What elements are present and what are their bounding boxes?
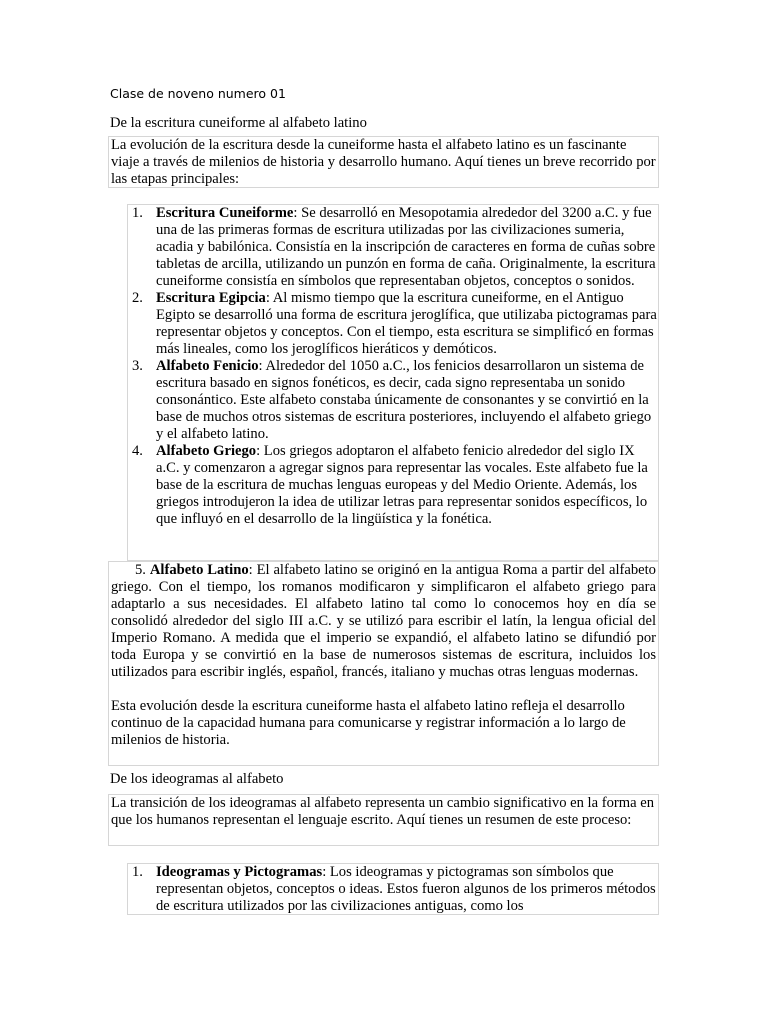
section2-intro: La transición de los ideogramas al alfabeto representa un cambio significativo en la forma en que los humanos representan el lenguaje escrito. Aquí tienes un resumen de este proceso: [111,795,655,828]
item-title: Escritura Egipcia [156,290,266,306]
list-item: 1. Escritura Cuneiforme: Se desarrolló en Mesopotamia alrededor del 3200 a.C. y fue una de las primeras formas de escritura utilizadas por las civilizaciones sumeria, acadia y babilónica. Consistía en la inscripción de caracteres en forma de cuñas sobre tabletas de arcilla, utilizando un punzón en forma de caña. Originalmente, la escritura cuneiforme consistía en símbolos que representaban objetos, conceptos o sonidos. [132,205,656,289]
section1-list [128,205,658,528]
section1-conclusion: Esta evolución desde la escritura cuneiforme hasta el alfabeto latino refleja el desarrollo continuo de la capacidad humana para comunicarse y registrar información a lo largo de milenios de historia. [111,698,626,748]
section1-heading: De la escritura cuneiforme al alfabeto latino [110,115,367,131]
section2-list [128,864,658,915]
item-title: Ideogramas y Pictogramas [156,864,323,880]
section2-list-box [127,863,659,915]
item-title: Alfabeto Latino [149,562,249,578]
list-item: 4. Alfabeto Griego: Los griegos adoptaron el alfabeto fenicio alrededor del siglo IX a.C. y comenzaron a agregar signos para representar las vocales. Este alfabeto fue la base de la escritura de muchas lenguas europeas y del Medio Oriente. Además, los griegos introdujeron la idea de utilizar letras para representar sonidos específicos, lo que influyó en el desarrollo de la lingüística y la fonética. [132,443,648,527]
item-title: Alfabeto Fenicio [156,358,259,374]
document-header: Clase de noveno numero 01 [110,86,286,101]
item-text: : Se desarrolló en Mesopotamia alrededor del 3200 a.C. y fue una de las primeras formas de escritura utilizadas por las civilizaciones sumeria, acadia y babilónica. Consistía en la inscripción de caracteres en forma de cuñas sobre tabletas de arcilla, utilizando un punzón en forma de caña. Originalmente, la escritura cuneiforme consistía en símbolos que representaban objetos, conceptos o sonidos. [156,205,656,289]
list-item: 3. Alfabeto Fenicio: Alrededor del 1050 a.C., los fenicios desarrollaron un sistema de escritura basado en signos fonéticos, es decir, cada signo representaba un sonido consonántico. Este alfabeto constaba únicamente de consonantes y se convirtió en la base de muchos otros sistemas de escritura posteriores, incluyendo el alfabeto griego y el alfabeto latino. [132,358,652,442]
section1-intro-box [108,136,659,188]
section1-continuation-box [108,561,659,766]
item-text: : Alrededor del 1050 a.C., los fenicios desarrollaron un sistema de escritura basado en signos fonéticos, es decir, cada signo representaba un sonido consonántico. Este alfabeto constaba únicamente de consonantes y se convirtió en la base de muchos otros sistemas de escritura posteriores, incluyendo el alfabeto griego y el alfabeto latino. [156,358,652,442]
item-text: : Los ideogramas y pictogramas son símbolos que representan objetos, conceptos o ideas. Estos fueron algunos de los primeros métodos de escritura utilizados por las civilizaciones antiguas, como los [156,864,656,914]
section2-heading: De los ideogramas al alfabeto [110,771,284,787]
section2-intro-box [108,794,659,846]
list-item: 2. Escritura Egipcia: Al mismo tiempo que la escritura cuneiforme, en el Antiguo Egipto se desarrolló una forma de escritura jeroglífica, que utilizaba pictogramas para representar objetos y conceptos. Con el tiempo, esta escritura se simplificó en formas más lineales, como los jeroglíficos hieráticos y demóticos. [132,290,657,357]
list-item: 1. Ideogramas y Pictogramas: Los ideogramas y pictogramas son símbolos que representan objetos, conceptos o ideas. Estos fueron algunos de los primeros métodos de escritura utilizados por las civilizaciones antiguas, como los [132,864,656,914]
section1-list-box [127,204,659,561]
item-title: Alfabeto Griego [156,443,257,459]
item-text: : El alfabeto latino se originó en la antigua Roma a partir del alfabeto griego. Con el tiempo, los romanos modificaron y simplificaron el alfabeto griego para adaptarlo a sus necesidades. El alfabeto latino tal como lo conocemos hoy en día se consolidó alrededor del siglo III a.C. y se utilizó para escribir el latín, la lengua oficial del Imperio Romano. A medida que el imperio se expandió, el alfabeto latino se difundió por toda Europa y se convirtió en la base de numerosos sistemas de escritura, incluidos los utilizados para escribir inglés, español, francés, italiano y muchas otras lenguas modernas. [111,562,656,680]
section1-intro: La evolución de la escritura desde la cuneiforme hasta el alfabeto latino es un fascinante viaje a través de milenios de historia y desarrollo humano. Aquí tienes un breve recorrido por las etapas principales: [111,137,656,187]
item-text: : Al mismo tiempo que la escritura cuneiforme, en el Antiguo Egipto se desarrolló una forma de escritura jeroglífica, que utilizaba pictogramas para representar objetos y conceptos. Con el tiempo, esta escritura se simplificó en formas más lineales, como los jeroglíficos hieráticos y demóticos. [156,290,657,357]
list-item-latino: 5. Alfabeto Latino: El alfabeto latino se originó en la antigua Roma a partir del alfabeto griego. Con el tiempo, los romanos modificaron y simplificaron el alfabeto griego para adaptarlo a sus necesidades. El alfabeto latino tal como lo conocemos hoy en día se consolidó alrededor del siglo III a.C. y se utilizó para escribir el latín, la lengua oficial del Imperio Romano. A medida que el imperio se expandió, el alfabeto latino se difundió por toda Europa y se convirtió en la base de numerosos sistemas de escritura, incluidos los utilizados para escribir inglés, español, francés, italiano y muchas otras lenguas modernas. [111,562,656,680]
item-text: : Los griegos adoptaron el alfabeto fenicio alrededor del siglo IX a.C. y comenzaron a agregar signos para representar las vocales. Este alfabeto fue la base de la escritura de muchas lenguas europeas y del Medio Oriente. Además, los griegos introdujeron la idea de utilizar letras para representar sonidos específicos, lo que influyó en el desarrollo de la lingüística y la fonética. [156,443,648,527]
item-title: Escritura Cuneiforme [156,205,294,221]
